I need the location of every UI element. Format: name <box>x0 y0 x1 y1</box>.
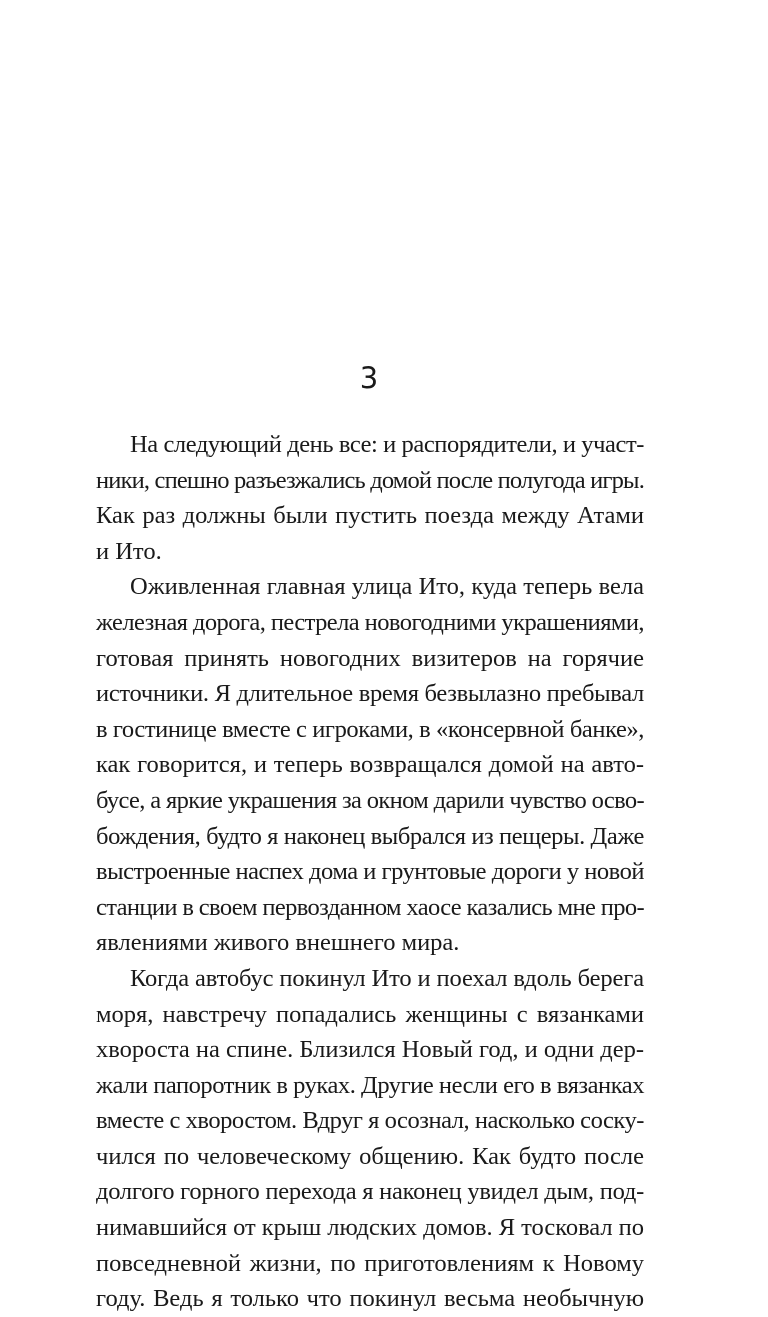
text-line: вместе с хворостом. Вдруг я осознал, насколько соску- <box>96 1107 644 1135</box>
chapter-body <box>96 427 644 1317</box>
text-line: ники, спешно разъезжались домой после полугода игры. <box>96 466 644 494</box>
text-line: На следующий день все: и распорядители, и участ- <box>130 431 644 458</box>
chapter-number: 3 <box>359 361 379 395</box>
text-line: Оживленная главная улица Ито, куда теперь вела <box>130 573 644 601</box>
text-line: готовая принять новогодних визитеров на горячие <box>96 644 644 672</box>
text-line: станции в своем первозданном хаосе казались мне про- <box>96 893 645 921</box>
paragraph <box>96 427 644 569</box>
text-line: явлениями живого внешнего мира. <box>96 929 460 957</box>
text-line: долгого горного перехода я наконец увидел дым, под- <box>96 1178 645 1206</box>
paragraph <box>96 569 644 961</box>
text-line: в гостинице вместе с игроками, в «консервной банке», <box>96 715 644 743</box>
text-line: как говорится, и теперь возвращался домой на авто- <box>96 751 644 779</box>
text-line: выстроенные наспех дома и грунтовые дороги у новой <box>96 858 644 886</box>
text-line: нимавшийся от крыш людских домов. Я тосковал по <box>96 1214 644 1242</box>
text-line: источники. Я длительное время безвылазно пребывал <box>96 680 644 708</box>
text-line: чился по человеческому общению. Как будто после <box>96 1142 644 1170</box>
text-line: Когда автобус покинул Ито и поехал вдоль берега <box>130 964 644 992</box>
text-line: повседневной жизни, по приготовлениям к Новому <box>96 1249 644 1277</box>
paragraph <box>96 961 644 1317</box>
text-line: железная дорога, пестрела новогодними украшениями, <box>96 608 644 636</box>
text-line: бусе, а яркие украшения за окном дарили чувство осво- <box>96 786 644 814</box>
text-line: и Ито. <box>96 537 162 565</box>
text-line: моря, навстречу попадались женщины с вязанками <box>96 1000 644 1028</box>
text-line: хвороста на спине. Близился Новый год, и одни дер- <box>96 1036 644 1064</box>
text-line: жали папоротник в руках. Другие несли его в вязанках <box>96 1071 644 1099</box>
text-line: году. Ведь я только что покинул весьма необычную <box>96 1285 644 1313</box>
text-line: бождения, будто я наконец выбрался из пещеры. Даже <box>96 822 644 850</box>
text-line: Как раз должны были пустить поезда между Атами <box>96 502 644 530</box>
